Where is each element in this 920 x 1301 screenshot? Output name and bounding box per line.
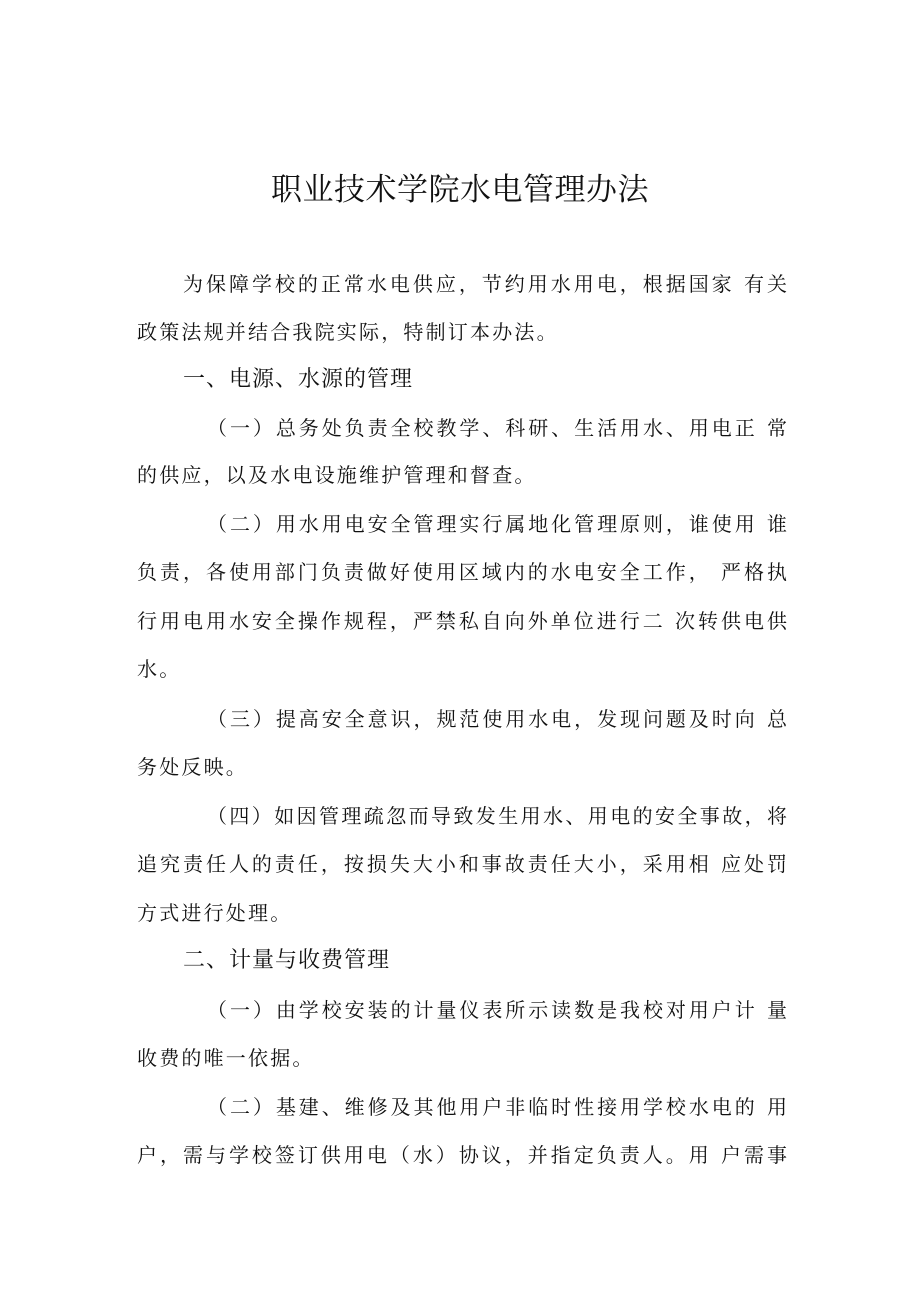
s1-p2-line-3: 行用电用水安全操作规程，严禁私自向外单位进行二 次转供电供	[137, 609, 787, 633]
s1-p4-line-2: 追究责任人的责任，按损失大小和事故责任大小，采用相 应处罚	[137, 852, 787, 876]
s1-p4-line-3: 方式进行处理。	[137, 901, 293, 925]
s1-p3-line-2: 务处反映。	[137, 755, 248, 779]
s2-p1-line-1: （一）由学校安装的计量仪表所示读数是我校对用户计 量	[207, 998, 787, 1022]
document-title: 职业技术学院水电管理办法	[271, 172, 649, 208]
s2-p1-line-2: 收费的唯一依据。	[137, 1046, 315, 1070]
s2-p2-line-1: （二）基建、维修及其他用户非临时性接用学校水电的 用	[207, 1095, 787, 1119]
section-heading-2: 二、计量与收费管理	[183, 948, 391, 973]
s1-p2-line-4: 水。	[137, 657, 182, 681]
section-heading-1: 一、电源、水源的管理	[183, 367, 414, 392]
intro-line-2: 政策法规并结合我院实际，特制订本办法。	[137, 320, 559, 344]
intro-line-1: 为保障学校的正常水电供应，节约用水用电，根据国家 有关	[183, 272, 787, 296]
s1-p1-line-2: 的供应，以及水电设施维护管理和督查。	[137, 463, 537, 487]
s1-p2-line-1: （二）用水用电安全管理实行属地化管理原则，谁使用 谁	[207, 512, 787, 536]
s1-p4-line-1: （四）如因管理疏忽而导致发生用水、用电的安全事故，将	[207, 804, 787, 828]
s1-p2-line-2: 负责，各使用部门负责做好使用区域内的水电安全工作， 严格执	[137, 560, 787, 584]
s2-p2-line-2: 户，需与学校签订供用电（水）协议，并指定负责人。用 户需事	[137, 1143, 787, 1167]
s1-p3-line-1: （三）提高安全意识，规范使用水电，发现问题及时向 总	[207, 707, 787, 731]
s1-p1-line-1: （一）总务处负责全校教学、科研、生活用水、用电正 常	[207, 416, 787, 440]
